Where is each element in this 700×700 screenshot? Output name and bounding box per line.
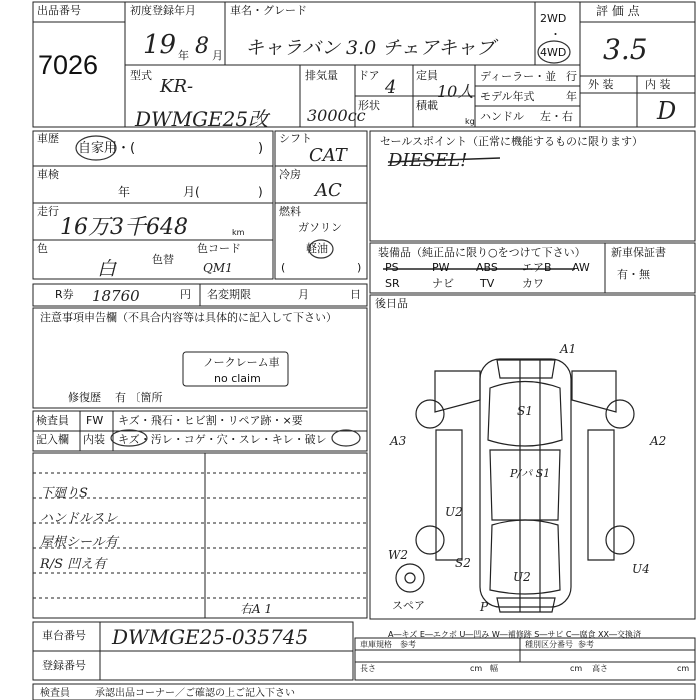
chassis-label: 車台番号 — [42, 629, 86, 642]
interior-label: 内 装 — [645, 78, 671, 91]
spare-mark: P — [480, 600, 489, 614]
cm-1: cm — [470, 664, 483, 673]
model-grade-value: キャラバン 3.0 チェアキャブ — [245, 37, 495, 59]
length-label: 長さ — [360, 664, 376, 673]
type-code: DWMGE25改 — [135, 107, 269, 131]
history-close: ) — [258, 141, 264, 156]
handle-right: 左・右 — [540, 110, 573, 123]
displacement-value: 3000cc — [307, 106, 366, 125]
repair-value: 有 〔箇所 — [115, 391, 163, 404]
first-reg-year-unit: 年 — [178, 49, 189, 62]
diagram-mark: A3 — [390, 434, 407, 448]
diagram-mark: P/パ S1 — [510, 467, 551, 480]
inspector-label: 検査員 — [36, 414, 69, 427]
inspection-month: 月( — [183, 185, 200, 199]
chassis-value: DWMGE25-035745 — [112, 625, 309, 649]
history-label: 車歴 — [37, 132, 59, 145]
fuel-value2: 軽油 — [306, 242, 328, 255]
drive-4wd: 4WD — [540, 46, 567, 59]
ac-value: AC — [315, 180, 342, 201]
history-value: 自家用・( — [78, 141, 136, 156]
ac-label: 冷房 — [279, 168, 301, 181]
recycle-unit: 円 — [180, 288, 191, 301]
spare-label: スペア — [392, 599, 425, 612]
recycle-label: R券 — [55, 288, 74, 301]
color-value: 白 — [97, 258, 117, 280]
equip-leather: カワ — [522, 277, 544, 290]
equip-airbag: エアB — [522, 261, 552, 274]
sales-value: DIESEL! — [388, 150, 468, 171]
legend-lower-right: 参考 — [578, 640, 594, 649]
first-reg-year: 19 — [143, 30, 177, 60]
equip-tv: TV — [480, 277, 495, 290]
equip-navi: ナビ — [432, 277, 454, 290]
interior-items: キズ・汚レ・コゲ・穴・スレ・キレ・破レ — [118, 433, 327, 446]
shift-label: シフト — [279, 132, 312, 145]
color-code-label: 色コード — [197, 242, 241, 255]
diagram-mark: A2 — [650, 434, 667, 448]
diagram-mark: S1 — [517, 404, 533, 418]
door-label: ドア — [358, 69, 380, 82]
equip-pw: PW — [432, 261, 450, 274]
diagram-mark: U4 — [632, 562, 650, 576]
width-label: 幅 — [490, 664, 498, 673]
mileage-unit: km — [232, 228, 245, 237]
height-label: 高さ — [592, 664, 608, 673]
handwritten-note: ハンドルスレ — [40, 511, 118, 526]
door-value: 4 — [385, 77, 397, 98]
first-reg-month-unit: 月 — [212, 49, 223, 62]
handwritten-note: 下廻りS — [40, 486, 88, 501]
fuel-paren-close: ) — [357, 261, 362, 274]
warranty-label: 新車保証書 — [611, 246, 666, 259]
equip-abs: ABS — [476, 261, 498, 274]
class-label: 種別区分番号 — [525, 640, 573, 649]
diagram-mark: U2 — [513, 570, 531, 584]
sales-label: セールスポイント（正常に機能するものに限ります） — [380, 135, 644, 148]
diagram-mark: A1 — [560, 342, 577, 356]
recycle-value: 18760 — [92, 287, 140, 305]
drive-2wd: 2WD — [540, 12, 567, 25]
first-reg-month: 8 — [195, 34, 209, 59]
vehicle-dim-label: 車庫規格 — [360, 640, 392, 649]
drive-dot: ・ — [550, 28, 561, 41]
model-grade-label: 車名・グレード — [230, 4, 307, 17]
color-change-label: 色替 — [152, 253, 174, 266]
inspection-label: 車検 — [37, 168, 59, 181]
interior-row-label: 内装 — [83, 433, 105, 446]
fw-label: FW — [86, 414, 104, 427]
shape-label: 形状 — [358, 99, 380, 112]
lot-number: 7026 — [38, 50, 99, 80]
color-label: 色 — [37, 242, 48, 255]
inspection-year: 年 — [118, 185, 131, 199]
repair-label: 修復歴 — [68, 391, 101, 404]
diagram-mark: W2 — [388, 548, 408, 562]
grade-value: 3.5 — [603, 33, 648, 66]
fuel-value: ガソリン — [298, 221, 342, 234]
fuel-label: 燃料 — [279, 205, 301, 218]
grade-label: 評 価 点 — [596, 4, 640, 18]
noclaim-jp: ノークレーム車 — [203, 356, 280, 369]
handle-label: ハンドル — [480, 110, 524, 123]
mileage-label: 走行 — [37, 205, 59, 218]
mileage-value: 16万3千648 — [60, 215, 188, 240]
load-unit: kg — [465, 117, 475, 126]
name-change-label: 名変期限 — [207, 288, 251, 301]
first-reg-label: 初度登録年月 — [130, 4, 196, 17]
displacement-label: 排気量 — [305, 69, 338, 82]
equip-ps: PS — [385, 261, 399, 274]
dealer-label: ディーラー・並 — [480, 70, 557, 83]
right-side-label: 右A 1 — [240, 602, 273, 616]
notes-label: 注意事項申告欄（不具合内容等は具体的に記入して下さい） — [40, 311, 337, 324]
interior-value: D — [657, 97, 677, 125]
color-code-value: QM1 — [203, 261, 233, 275]
reg-label: 登録番号 — [42, 659, 86, 672]
noclaim-en: no claim — [214, 372, 261, 385]
name-change-day: 日 — [350, 288, 361, 301]
name-change-month: 月 — [298, 288, 309, 301]
equip-sr: SR — [385, 277, 400, 290]
exterior-label: 外 装 — [588, 78, 614, 91]
type-label: 型式 — [130, 69, 152, 82]
warranty-value: 有・無 — [617, 268, 650, 281]
postfit-label: 後日品 — [375, 297, 408, 310]
diagram-mark: U2 — [445, 505, 463, 519]
diagram-mark: S2 — [455, 556, 471, 570]
capacity-label: 定員 — [416, 69, 438, 82]
equip-label: 装備品（純正品に限り○をつけて下さい） — [378, 246, 586, 259]
bottom-text: 承認出品コーナー／ご確認の上ご記入下さい — [95, 688, 295, 699]
cm-2: cm — [570, 664, 583, 673]
capacity-value: 10人 — [437, 82, 474, 101]
inspection-close: ) — [258, 185, 263, 199]
model-year-label: モデル年式 — [480, 90, 535, 103]
cm-3: cm — [677, 664, 690, 673]
handwritten-note: R/S 凹え有 — [40, 557, 107, 572]
handwritten-note: 屋根シール有 — [40, 535, 118, 550]
bottom-label: 検査員 — [40, 688, 70, 699]
legend: A―キズ E―エクボ U―凹み W―補修跡 S―サビ C―腐食 XX―交換済 — [388, 630, 642, 639]
record-label: 記入欄 — [36, 433, 69, 446]
model-year-right: 年 — [566, 90, 577, 103]
type-prefix: KR- — [160, 76, 194, 97]
equip-aw: AW — [572, 261, 590, 274]
fuel-paren-open: ( — [281, 261, 286, 274]
lot-label: 出品番号 — [37, 4, 81, 17]
load-label: 積載 — [416, 99, 438, 112]
dealer-right: 行 — [566, 70, 577, 83]
fw-items: キズ・飛石・ヒビ割・リペア跡・×要 — [118, 414, 303, 427]
legend-lower-left: 参考 — [400, 640, 416, 649]
shift-value: CAT — [309, 145, 347, 166]
